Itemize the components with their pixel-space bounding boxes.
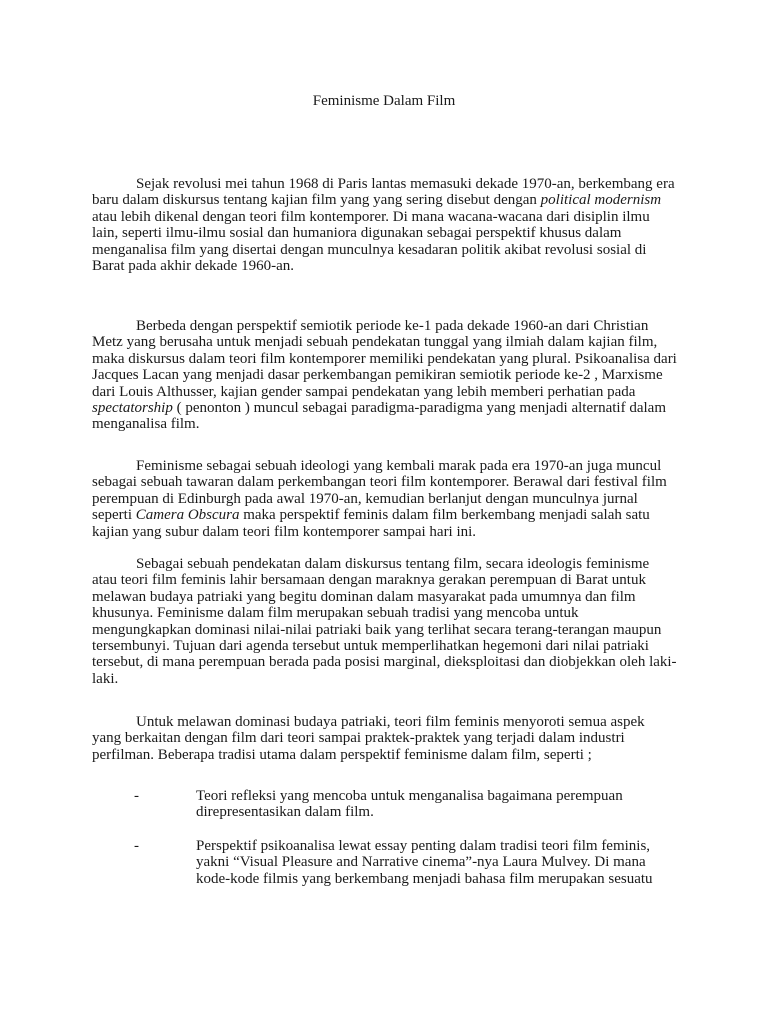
paragraph-4 — [92, 556, 682, 687]
text-segment: seperti — [92, 507, 136, 524]
text-line: Jacques Lacan yang menjadi dasar perkembangan pemikiran semiotik periode ke-2 , Marxisme — [92, 367, 663, 384]
text-segment: baru dalam diskursus tentang kajian film yang yang sering disebut dengan — [92, 192, 541, 209]
text-line: melawan budaya patriaki yang begitu dominan dalam masyarakat pada umumnya dan film — [92, 588, 636, 605]
text-line: perfilman. Beberapa tradisi utama dalam perspektif feminisme dalam film, seperti ; — [92, 746, 592, 763]
bullet-text-2 — [196, 838, 666, 887]
bullet-dash-2: - — [134, 838, 139, 854]
italic-term: spectatorship — [92, 399, 173, 416]
text-line — [92, 507, 682, 523]
text-line: kode-kode filmis yang berkembang menjadi bahasa film merupakan sesuatu — [196, 870, 653, 887]
text-segment: maka perspektif feminis dalam film berkembang menjadi salah satu — [239, 507, 650, 524]
text-line: menganalisa film yang disertai dengan munculnya kesadaran politik akibat revolusi sosial di — [92, 241, 647, 258]
text-line: khusunya. Feminisme dalam film merupakan sebuah tradisi yang mencoba untuk — [92, 605, 579, 622]
text-line: Untuk melawan dominasi budaya patriaki, teori film feminis menyoroti semua aspek — [136, 714, 645, 730]
bullet-dash-1: - — [134, 788, 139, 804]
text-line: perempuan di Edinburgh pada awal 1970-an, kemudian berlanjut dengan munculnya jurnal — [92, 490, 638, 507]
document-title: Feminisme Dalam Film — [312, 93, 456, 109]
paragraph-2 — [92, 318, 682, 433]
text-line: Metz yang berusaha untuk menjadi sebuah pendekatan tunggal yang ilmiah dalam kajian film, — [92, 334, 658, 351]
text-line — [92, 400, 682, 416]
text-line: yakni “Visual Pleasure and Narrative cinema”-nya Laura Mulvey. Di mana — [196, 854, 646, 871]
text-line: yang berkaitan dengan film dari teori sampai praktek-praktek yang terjadi dalam industri — [92, 730, 625, 747]
text-line: dari Louis Althusser, kajian gender sampai pendekatan yang lebih memberi perhatian pada — [92, 383, 636, 400]
text-line: Feminisme sebagai sebuah ideologi yang kembali marak pada era 1970-an juga muncul — [136, 458, 662, 474]
text-line — [92, 192, 682, 208]
italic-term: Camera Obscura — [135, 507, 240, 524]
text-line: Barat pada akhir dekade 1960-an. — [92, 257, 294, 274]
text-line: direpresentasikan dalam film. — [196, 804, 374, 821]
text-line: atau lebih dikenal dengan teori film kontemporer. Di mana wacana-wacana dari disiplin ilmu — [92, 208, 650, 225]
paragraph-5 — [92, 714, 682, 763]
text-line: mengungkapkan dominasi nilai-nilai patriaki baik yang terlihat secara terang-terangan maupun — [92, 621, 662, 638]
paragraph-3 — [92, 458, 682, 540]
text-line: tersembunyi. Tujuan dari agenda tersebut untuk memperlihatkan hegemoni dari nilai patriaki — [92, 637, 649, 654]
text-line: lain, seperti ilmu-ilmu sosial dan humaniora digunakan sebagai perspektif khusus dalam — [92, 225, 622, 242]
text-line: menganalisa film. — [92, 416, 200, 433]
text-line: tersebut, di mana perempuan berada pada posisi marginal, dieksploitasi dan diobjekkan oleh laki- — [92, 654, 677, 671]
text-line: sebagai sebuah tawaran dalam perkembangan teori film kontemporer. Berawal dari festival film — [92, 474, 667, 491]
text-line: Teori refleksi yang mencoba untuk menganalisa bagaimana perempuan — [196, 788, 623, 804]
text-line: Sejak revolusi mei tahun 1968 di Paris lantas memasuki dekade 1970-an, berkembang era — [136, 176, 675, 192]
text-line: laki. — [92, 670, 119, 687]
text-line: maka diskursus dalam teori film kontemporer memiliki pendekatan yang plural. Psikoanalisa dari — [92, 350, 677, 367]
text-line: Perspektif psikoanalisa lewat essay penting dalam tradisi teori film feminis, — [196, 838, 651, 854]
text-line: atau teori film feminis lahir bersamaan dengan maraknya gerakan perempuan di Barat untuk — [92, 572, 646, 589]
text-line: Sebagai sebuah pendekatan dalam diskursus tentang film, secara ideologis feminisme — [136, 556, 650, 572]
text-line: kajian yang subur dalam teori film kontemporer sampai hari ini. — [92, 523, 477, 540]
paragraph-1 — [92, 176, 682, 274]
italic-term: political modernism — [540, 192, 662, 209]
text-line: Berbeda dengan perspektif semiotik periode ke-1 pada dekade 1960-an dari Christian — [136, 318, 649, 334]
bullet-text-1 — [196, 788, 666, 821]
text-segment: ( penonton ) muncul sebagai paradigma-paradigma yang menjadi alternatif dalam — [172, 399, 666, 416]
